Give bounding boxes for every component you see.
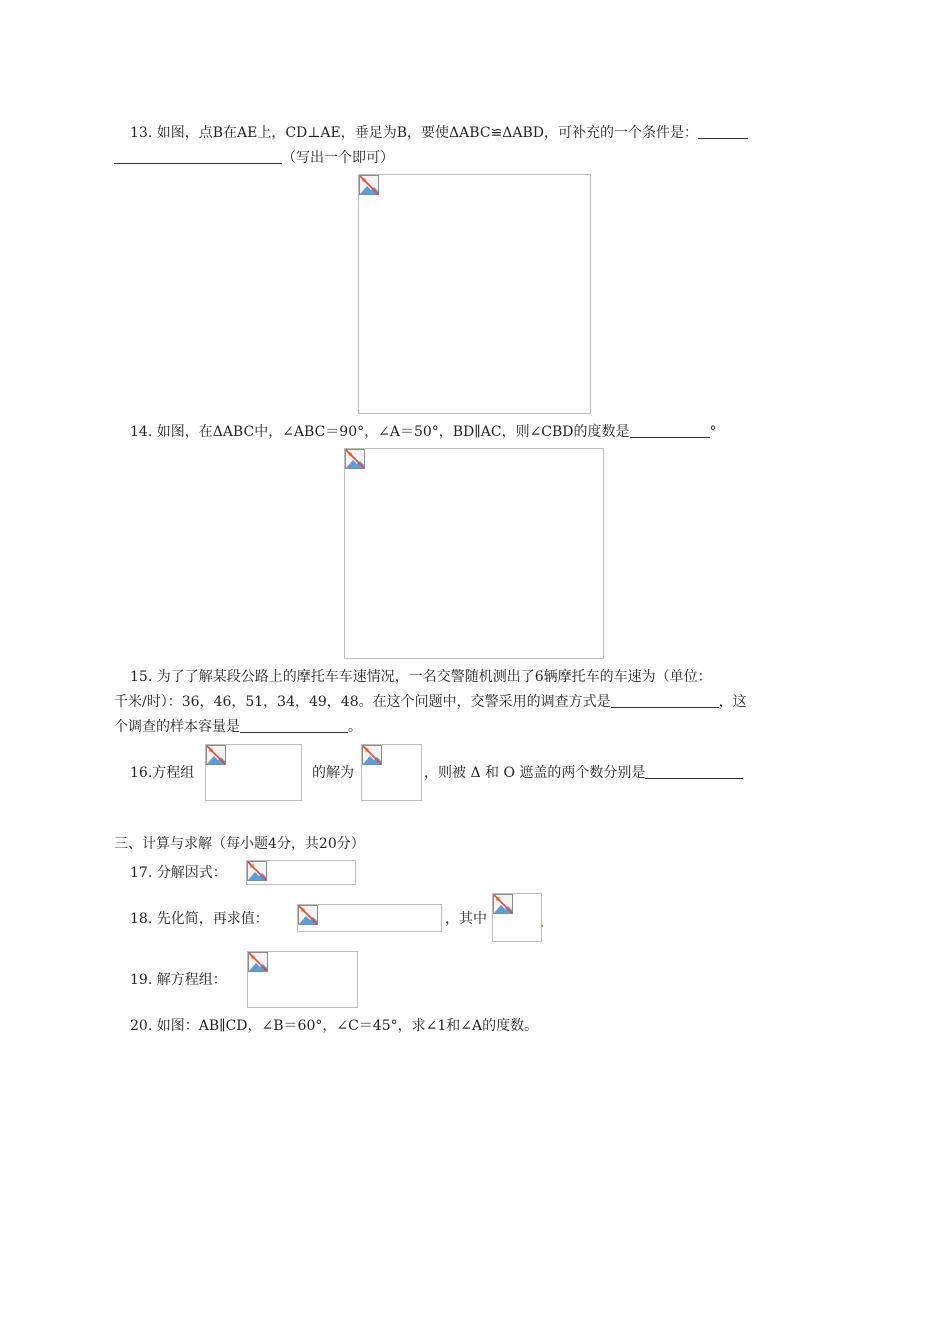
broken-image-icon <box>493 894 513 914</box>
question-18-text-2: ，其中 <box>445 911 487 927</box>
broken-image-icon <box>345 449 365 469</box>
broken-image-icon <box>247 861 267 881</box>
question-18-text-3: . <box>540 915 545 931</box>
equation-system-19-image <box>247 951 358 1008</box>
answer-blank <box>611 693 719 708</box>
section-3-heading <box>114 835 365 853</box>
question-14-text: 14. 如图，在ΔABC中，∠ABC＝90°，∠A＝50°，BD∥AC，则∠CBD的度数是 <box>130 424 630 440</box>
question-18-text-1: 18. 先化简，再求值： <box>130 911 269 927</box>
question-17 <box>130 864 227 882</box>
broken-image-icon <box>298 905 318 925</box>
figure-14 <box>344 448 604 659</box>
question-19 <box>130 971 227 989</box>
question-15-line-3 <box>114 718 362 736</box>
question-16-text-1: 16.方程组 <box>130 765 195 781</box>
question-13-note: （写出一个即可） <box>282 150 394 166</box>
question-18 <box>130 910 269 928</box>
broken-image-icon <box>359 175 379 195</box>
question-18-where <box>445 910 487 928</box>
question-19-text: 19. 解方程组： <box>130 972 227 988</box>
question-13-line-1 <box>130 124 748 142</box>
broken-image-icon <box>248 952 268 972</box>
question-16-middle <box>312 764 354 782</box>
question-15-line-2 <box>114 693 747 711</box>
equation-system-16-image <box>205 744 302 801</box>
question-17-text: 17. 分解因式： <box>130 865 227 881</box>
question-15-text-1: 15. 为了了解某段公路上的摩托车车速情况，一名交警随机测出了6辆摩托车的车速为（单位： <box>130 669 712 685</box>
solution-16-image <box>361 744 422 801</box>
question-16-text-2: 的解为 <box>312 765 354 781</box>
answer-blank <box>630 423 710 438</box>
answer-blank <box>645 764 743 779</box>
broken-image-icon <box>206 745 226 765</box>
section-3-title: 三、计算与求解（每小题4分，共20分） <box>114 836 365 852</box>
question-15-text-2: 千米/时）：36，46，51，34，49，48。在这个问题中，交警采用的调查方式是 <box>114 694 611 710</box>
question-16-end <box>424 764 743 782</box>
expression-18-image <box>297 904 442 932</box>
question-13-text: 13. 如图，点B在AE上，CD⊥AE，垂足为B，要使ΔABC≌ΔABD，可补充的一个条件是： <box>130 125 698 141</box>
condition-18-image <box>492 893 545 942</box>
question-20-text: 20. 如图：AB∥CD，∠B＝60°，∠C＝45°，求∠1和∠A的度数。 <box>130 1018 539 1034</box>
question-13-line-2 <box>114 149 394 167</box>
answer-blank <box>698 124 748 139</box>
question-15-text-4: 个调查的样本容量是 <box>114 719 240 735</box>
question-15-line-1 <box>130 668 712 686</box>
answer-blank <box>240 718 348 733</box>
figure-13 <box>358 174 591 414</box>
question-14-unit: ° <box>709 424 717 440</box>
question-16-text-3: ，则被 Δ 和 O 遮盖的两个数分别是 <box>424 765 646 781</box>
question-14 <box>130 423 717 441</box>
question-20 <box>130 1017 538 1035</box>
question-15-text-5: 。 <box>348 719 362 735</box>
answer-blank <box>114 149 282 164</box>
question-18-end <box>540 914 544 932</box>
broken-image-icon <box>362 745 382 765</box>
question-15-text-3: ，这 <box>718 694 747 710</box>
question-16-label <box>130 764 194 782</box>
expression-17-image <box>246 860 356 885</box>
